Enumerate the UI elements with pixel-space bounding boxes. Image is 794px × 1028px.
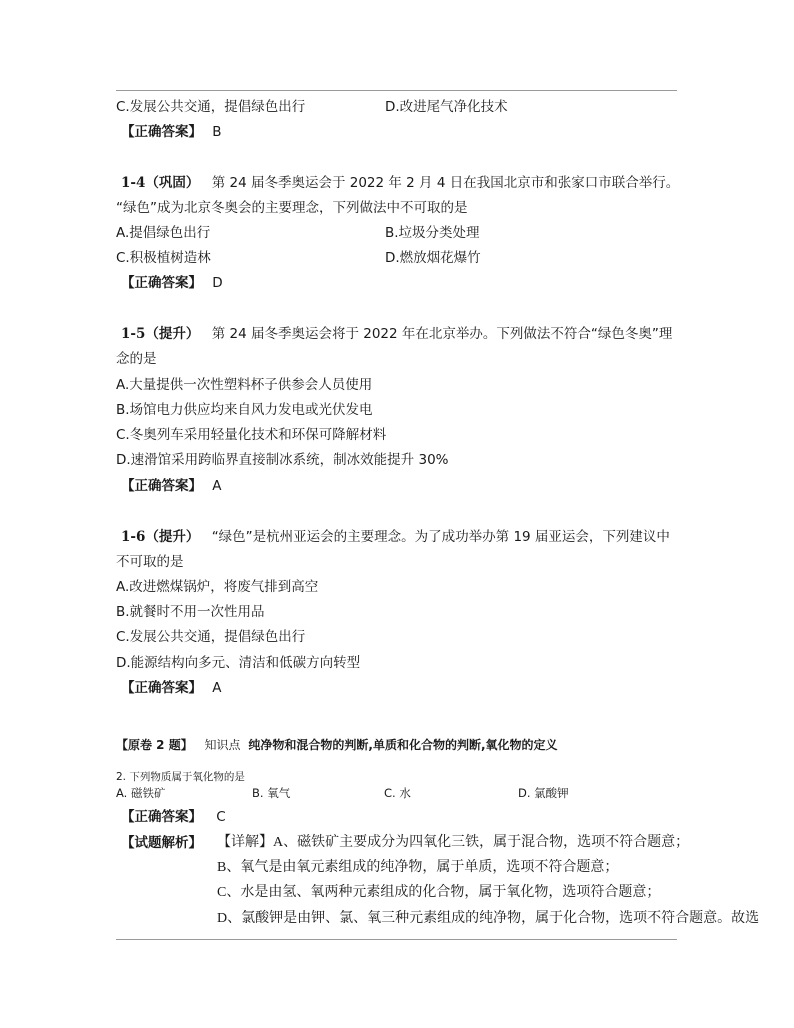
q15-option-d: D.速滑馆采用跨临界直接制冰系统，制冰效能提升 30% xyxy=(116,452,449,468)
q15-stem-line2: 念的是 xyxy=(116,351,157,367)
header-rule xyxy=(116,90,677,91)
q14-option-d: D.燃放烟花爆竹 xyxy=(385,250,481,266)
q14-head: 1-4（巩固） xyxy=(121,175,200,191)
q2-option-d: D. 氯酸钾 xyxy=(518,786,569,800)
q16-text1: “绿色”是杭州亚运会的主要理念。为了成功举办第 19 届亚运会，下列建议中 xyxy=(211,529,670,545)
q14-option-b: B.垃圾分类处理 xyxy=(385,225,480,241)
q2-analysis-line4: D、氯酸钾是由钾、氯、氧三种元素组成的纯净物，属于化合物，选项不符合题意。故选 xyxy=(217,911,760,926)
q16-option-c: C.发展公共交通，提倡绿色出行 xyxy=(116,629,306,645)
q16-option-b: B.就餐时不用一次性用品 xyxy=(116,604,265,620)
q16-answer xyxy=(121,679,222,697)
q2-analysis-line1: 【详解】A、磁铁矿主要成分为四氧化三铁，属于混合物，选项不符合题意； xyxy=(217,835,690,850)
answer-label: 【正确答案】 xyxy=(121,680,202,696)
q2-analysis-line2: B、氧气是由氧元素组成的纯净物，属于单质，选项不符合题意； xyxy=(217,860,619,875)
q2-option-c: C. 水 xyxy=(384,786,411,800)
q15-head: 1-5（提升） xyxy=(121,326,200,342)
q2-option-b: B. 氧气 xyxy=(252,786,291,800)
answer-label: 【正确答案】 xyxy=(121,275,202,291)
q15-option-b: B.场馆电力供应均来自风力发电或光伏发电 xyxy=(116,402,373,418)
q13-option-d: D.改进尾气净化技术 xyxy=(385,99,508,115)
answer-value: D xyxy=(212,275,223,291)
knowledge-point-text: 纯净物和混合物的判断,单质和化合物的判断,氧化物的定义 xyxy=(248,738,558,752)
source-label: 【原卷 2 题】 xyxy=(116,738,193,752)
q15-answer xyxy=(121,477,222,495)
q2-stem: 2. 下列物质属于氧化物的是 xyxy=(116,771,245,783)
q2-option-a: A. 磁铁矿 xyxy=(116,786,166,800)
q15-text1: 第 24 届冬季奥运会将于 2022 年在北京举办。下列做法不符合“绿色冬奥”理 xyxy=(211,326,673,342)
q16-option-a: A.改进燃煤锅炉，将废气排到高空 xyxy=(116,579,319,595)
source-question-header xyxy=(116,736,558,753)
answer-label: 【正确答案】 xyxy=(121,809,202,825)
q15-option-c: C.冬奥列车采用轻量化技术和环保可降解材料 xyxy=(116,427,387,443)
q2-analysis-line3: C、水是由氢、氧两种元素组成的化合物，属于氧化物，选项符合题意； xyxy=(217,885,661,900)
q14-stem-line1 xyxy=(121,174,679,192)
q16-option-d: D.能源结构向多元、清洁和低碳方向转型 xyxy=(116,655,361,671)
q15-option-a: A.大量提供一次性塑料杯子供参会人员使用 xyxy=(116,377,373,393)
answer-value: A xyxy=(212,680,222,696)
q14-answer xyxy=(121,274,223,292)
answer-value: C xyxy=(216,809,226,825)
answer-label: 【正确答案】 xyxy=(121,124,202,140)
q2-answer xyxy=(121,808,226,826)
q14-stem-line2: “绿色”成为北京冬奥会的主要理念，下列做法中不可取的是 xyxy=(116,200,468,216)
q13-option-c: C.发展公共交通，提倡绿色出行 xyxy=(116,99,306,115)
q13-answer xyxy=(121,123,222,141)
q14-text1: 第 24 届冬季奥运会于 2022 年 2 月 4 日在我国北京市和张家口市联合举行。 xyxy=(211,175,680,191)
q16-head: 1-6（提升） xyxy=(121,529,200,545)
analysis-label: 【试题解析】 xyxy=(121,835,202,851)
footer-rule xyxy=(116,939,677,940)
knowledge-point-label: 知识点 xyxy=(204,738,241,752)
q16-stem-line1 xyxy=(121,528,670,546)
q16-stem-line2: 不可取的是 xyxy=(116,554,184,570)
answer-value: B xyxy=(212,124,222,140)
q14-option-c: C.积极植树造林 xyxy=(116,250,211,266)
answer-value: A xyxy=(212,478,222,494)
answer-label: 【正确答案】 xyxy=(121,478,202,494)
q14-option-a: A.提倡绿色出行 xyxy=(116,225,211,241)
q15-stem-line1 xyxy=(121,325,672,343)
q2-analysis-label xyxy=(121,834,202,852)
